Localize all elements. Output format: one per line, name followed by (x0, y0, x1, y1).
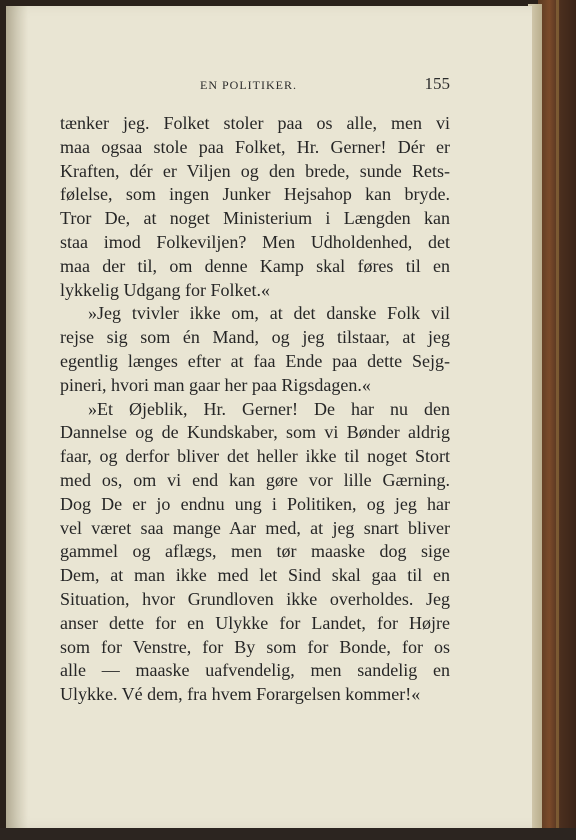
text-line: følelse, som ingen Junker Hejsahop kan bryde. (60, 184, 450, 205)
body-text (60, 112, 450, 707)
running-title: EN POLITIKER. (200, 78, 297, 92)
text-line: maa der til, om denne Kamp skal føres til en (60, 255, 450, 276)
page-number: 155 (424, 74, 450, 93)
text-line: Dannelse og de Kundskaber, som vi Bønder aldrig (60, 422, 450, 443)
text-line: tænker jeg. Folket stoler paa os alle, men vi (60, 113, 450, 133)
text-line: »Jeg tvivler ikke om, at det danske Folk vil (88, 303, 450, 324)
text-line: pineri, hvori man gaar her paa Rigsdagen.« (60, 374, 371, 395)
book-cover-edge (538, 0, 576, 840)
text-line: Dem, at man ikke med let Sind skal gaa til en (60, 565, 450, 586)
book-bottom-edge (0, 828, 576, 840)
text-line: gammel og aflægs, men tør maaske dog sige (60, 541, 450, 562)
text-line: Tror De, at noget Ministerium i Længden kan (60, 208, 450, 229)
text-line: lykkelig Udgang for Folket.« (60, 279, 270, 300)
text-line: maa ogsaa stole paa Folket, Hr. Gerner! Dér er (60, 136, 450, 157)
text-line: Kraften, dér er Viljen og den brede, sunde Rets- (60, 160, 450, 181)
text-line: som for Venstre, for By som for Bonde, for os (60, 636, 450, 657)
text-line: egentlig længes efter at faa Ende paa dette Sejg- (60, 350, 450, 371)
cover-stripe (556, 0, 559, 840)
text-line: Ulykke. Vé dem, fra hvem Forargelsen kommer!« (60, 684, 421, 705)
text-line: Situation, hvor Grundloven ikke overholdes. Jeg (60, 588, 450, 609)
text-line: »Et Øjeblik, Hr. Gerner! De har nu den (88, 398, 450, 419)
text-line: rejse sig som én Mand, og jeg tilstaar, at jeg (60, 327, 450, 348)
text-line: med os, om vi end kan gøre vor lille Gærning. (60, 469, 450, 490)
page-gutter (6, 6, 28, 828)
page-header (60, 74, 450, 98)
text-line: alle — maaske uafvendelig, men sandelig en (60, 660, 450, 681)
text-line: faar, og derfor bliver det heller ikke til noget Stort (60, 446, 450, 467)
text-line: staa imod Folkeviljen? Men Udholdenhed, det (60, 231, 450, 252)
text-line: vel været saa mange Aar med, at jeg snart bliver (60, 517, 450, 538)
text-line: anser dette for en Ulykke for Landet, for Højre (60, 612, 450, 633)
text-line: Dog De er jo endnu ung i Politiken, og jeg har (60, 493, 450, 514)
